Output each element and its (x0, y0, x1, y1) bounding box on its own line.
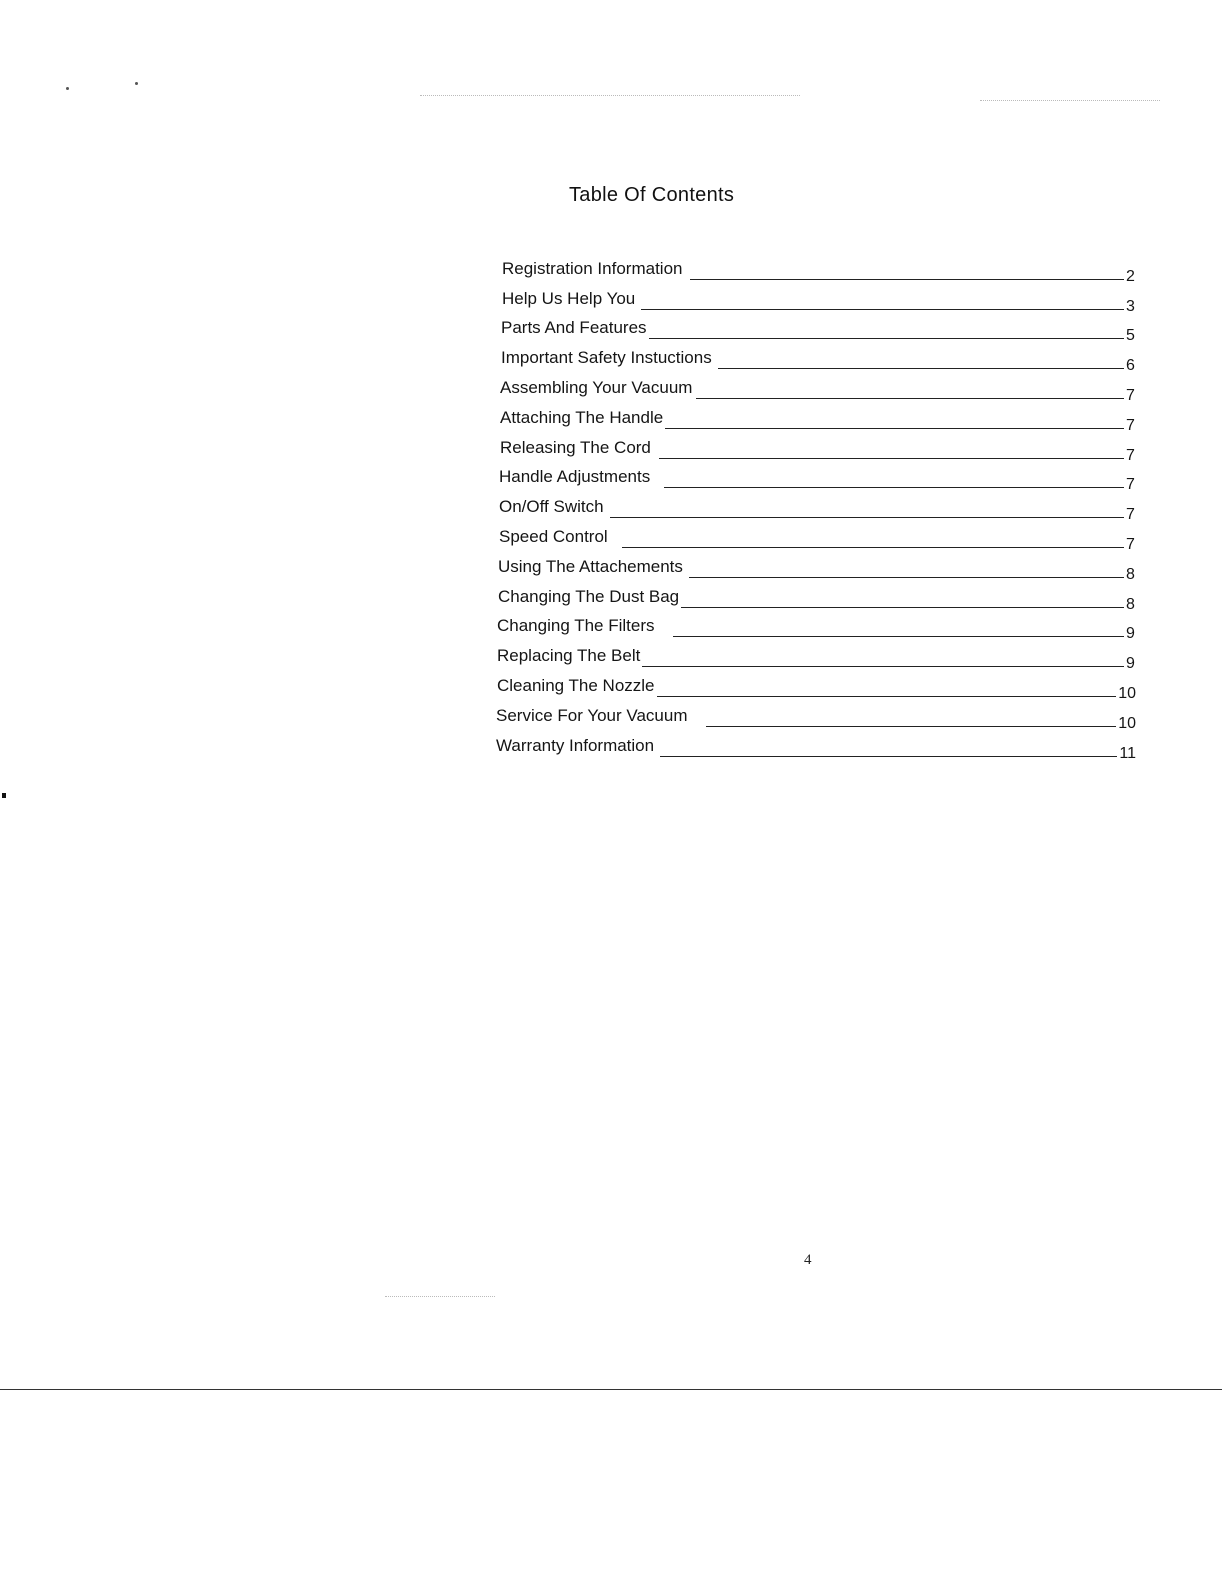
toc-entry (497, 643, 1136, 673)
toc-entry (502, 256, 1136, 286)
toc-entry-label: Assembling Your Vacuum (500, 377, 693, 397)
toc-entry-page: 7 (1126, 476, 1135, 494)
toc-entry-label: Cleaning The Nozzle (497, 675, 655, 695)
scan-noise (385, 1296, 495, 1297)
toc-entry-label: Important Safety Instuctions (501, 348, 712, 368)
toc-entry-label: Warranty Information (496, 735, 655, 755)
toc-entry-page: 7 (1126, 446, 1135, 464)
toc-entry-label: Replacing The Belt (497, 646, 641, 666)
toc-entry-label: Changing The Dust Bag (498, 586, 680, 606)
toc-entry (500, 375, 1136, 405)
scan-noise (420, 95, 800, 96)
toc-leader-line (641, 308, 1124, 310)
toc-entry-page: 6 (1126, 357, 1135, 375)
toc-leader-line (659, 457, 1124, 459)
toc-leader-line (664, 486, 1124, 488)
toc-entry-page: 7 (1126, 416, 1135, 434)
toc-entry (500, 405, 1136, 435)
toc-entry-page: 7 (1126, 535, 1135, 553)
toc-entry-label: Parts And Features (501, 318, 647, 338)
toc-leader-line (622, 546, 1124, 548)
toc-leader-line (706, 725, 1117, 727)
toc-entry (498, 584, 1136, 614)
toc-leader-line (657, 695, 1117, 697)
toc-leader-line (673, 635, 1125, 637)
toc-entry-label: Handle Adjustments (499, 467, 651, 487)
scan-speck (2, 793, 6, 798)
toc-entry-label: Registration Information (502, 258, 683, 278)
toc-entry-page: 9 (1126, 655, 1135, 673)
toc-entry-page: 7 (1126, 386, 1135, 404)
toc-entry (500, 435, 1136, 465)
toc-entry-label: Attaching The Handle (500, 407, 664, 427)
toc-entry (499, 524, 1136, 554)
toc-entry-label: On/Off Switch (499, 497, 604, 517)
toc-entry-page: 8 (1126, 565, 1135, 583)
scan-noise (980, 100, 1160, 101)
toc-entry-page: 7 (1126, 506, 1135, 524)
toc-leader-line (718, 367, 1124, 369)
toc-entry-page: 5 (1126, 327, 1135, 345)
toc-heading: Table Of Contents (569, 184, 735, 206)
toc-list (496, 256, 1136, 763)
scan-speck (135, 82, 138, 85)
toc-leader-line (689, 576, 1124, 578)
toc-entry-page: 10 (1118, 684, 1136, 702)
toc-entry-label: Changing The Filters (497, 616, 655, 636)
toc-entry (497, 673, 1136, 703)
page-bottom-rule (0, 1389, 1222, 1390)
toc-leader-line (681, 606, 1124, 608)
toc-entry (501, 345, 1136, 375)
toc-leader-line (649, 337, 1124, 339)
toc-entry (497, 614, 1136, 644)
toc-entry-page: 10 (1118, 714, 1136, 732)
toc-leader-line (642, 665, 1124, 667)
toc-entry (496, 703, 1136, 733)
toc-entry-page: 11 (1119, 744, 1136, 762)
toc-entry (501, 316, 1136, 346)
toc-entry (499, 465, 1136, 495)
toc-entry-label: Using The Attachements (498, 556, 683, 576)
toc-leader-line (690, 278, 1124, 280)
toc-entry (499, 494, 1136, 524)
toc-entry-page: 9 (1126, 625, 1135, 643)
page-number: 4 (804, 1252, 812, 1268)
toc-entry-page: 2 (1126, 267, 1135, 285)
toc-entry-page: 8 (1126, 595, 1135, 613)
toc-entry-label: Releasing The Cord (500, 437, 651, 457)
toc-entry-label: Help Us Help You (502, 288, 636, 308)
toc-entry-page: 3 (1126, 297, 1135, 315)
toc-leader-line (696, 397, 1124, 399)
toc-leader-line (665, 427, 1124, 429)
toc-entry (496, 733, 1136, 763)
toc-entry (498, 554, 1136, 584)
toc-entry-label: Service For Your Vacuum (496, 705, 688, 725)
toc-entry-label: Speed Control (499, 526, 608, 546)
toc-leader-line (610, 516, 1124, 518)
toc-leader-line (660, 755, 1117, 757)
toc-entry (502, 286, 1136, 316)
scan-speck (66, 87, 69, 90)
